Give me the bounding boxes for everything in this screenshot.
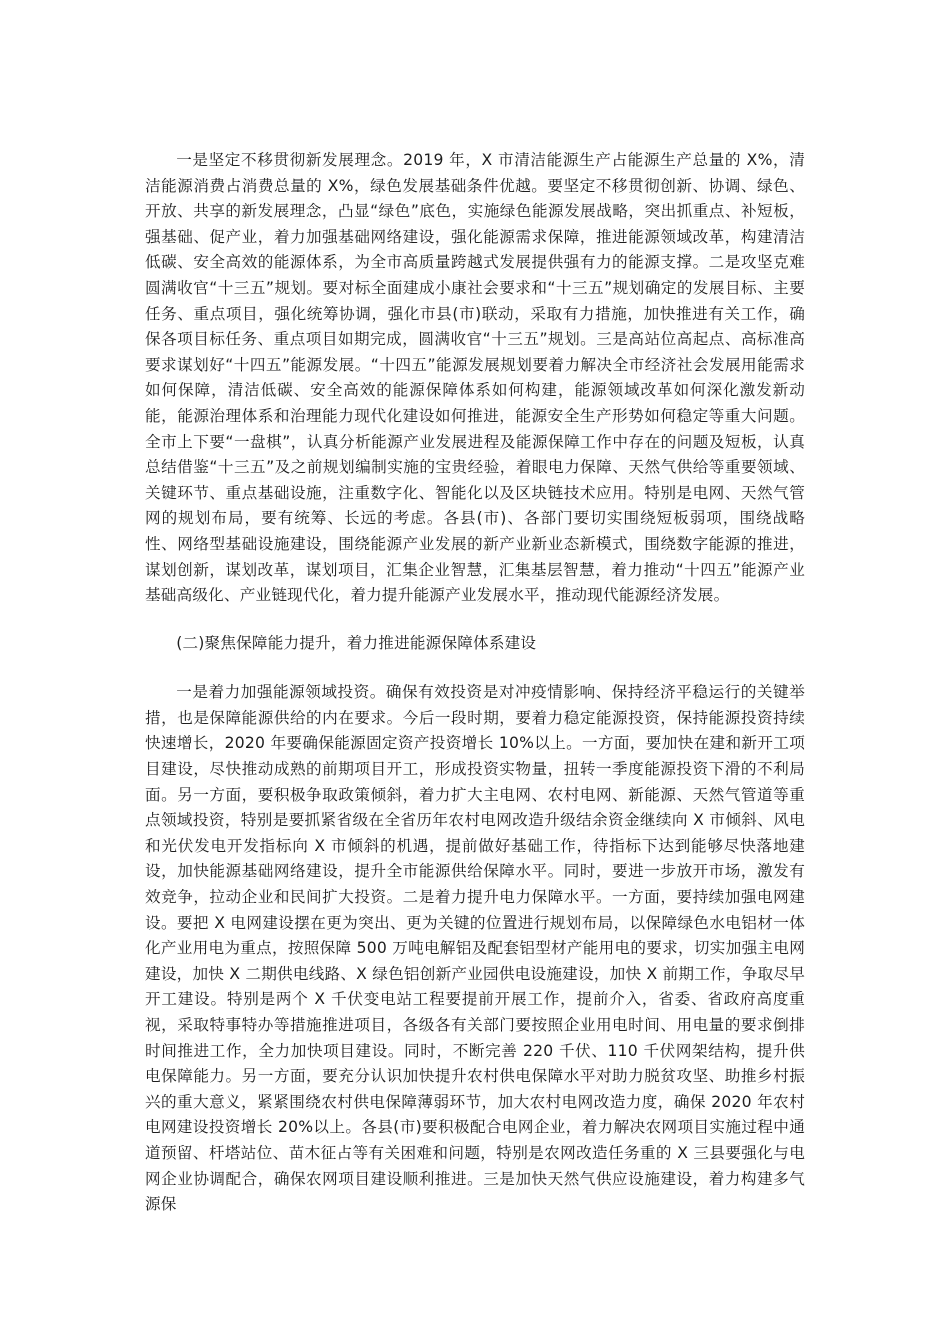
paragraph-spacer bbox=[145, 656, 805, 680]
section-heading-energy-security: (二)聚焦保障能力提升，着力推进能源保障体系建设 bbox=[176, 633, 537, 652]
document-body bbox=[145, 148, 805, 1218]
paragraph-energy-investment: 一是着力加强能源领域投资。确保有效投资是对冲疫情影响、保持经济平稳运行的关键举措，也是保障能源供给的内在要求。今后一段时期，要着力稳定能源投资，保持能源投资持续快速增长，2020 年要确保能源固定资产投资增长 10%以上。一方面，要加快在建和新开工项目建设，尽快推动成熟的前期项目开工，形成投资实物量，扭转一季度能源投资下滑的不利局面。另一方面，要积极争取政策倾斜，着力扩大主电网、农村电网、新能源、天然气管道等重点领域投资，特别是要抓紧省级在全省历年农村电网改造升级结余资金继续向 X 市倾斜、风电和光伏发电开发指标向 X 市倾斜的机遇，提前做好基础工作，待指标下达到能够尽快落地建设，加快能源基础网络建设，提升全市能源供给保障水平。同时，要进一步放开市场，激发有效竞争，拉动企业和民间扩大投资。二是着力提升电力保障水平。一方面，要持续加强电网建设。要把 X 电网建设摆在更为突出、更为关键的位置进行规划布局，以保障绿色水电铝材一体化产业用电为重点，按照保障 500 万吨电解铝及配套铝型材产能用电的要求，切实加强主电网建设，加快 X 二期供电线路、X 绿色铝创新产业园供电设施建设，加快 X 前期工作，争取尽早开工建设。特别是两个 X 千伏变电站工程要提前开展工作，提前介入，省委、省政府高度重视，采取特事特办等措施推进项目，各级各有关部门要按照企业用电时间、用电量的要求倒排时间推进工作，全力加快项目建设。同时，不断完善 220 千伏、110 千伏网架结构，提升供电保障能力。另一方面，要充分认识加快提升农村供电保障水平对助力脱贫攻坚、助推乡村振兴的重大意义，紧紧围绕农村供电保障薄弱环节，加大农村电网改造力度，确保 2020 年农村电网建设投资增长 20%以上。各县(市)要积极配合电网企业，着力解决农网项目实施过程中通道预留、杆塔站位、苗木征占等有关困难和问题，特别是农网改造任务重的 X 三县要强化与电网企业协调配合，确保农网项目建设顺利推进。三是加快天然气供应设施建设，着力构建多气源保 bbox=[145, 683, 805, 1214]
paragraph-spacer bbox=[145, 609, 805, 631]
paragraph-new-development-concept: 一是坚定不移贯彻新发展理念。2019 年，X 市清洁能源生产占能源生产总量的 X%，清洁能源消费占消费总量的 X%，绿色发展基础条件优越。要坚定不移贯彻创新、协调、绿色、开放、共享的新发展理念，凸显“绿色”底色，实施绿色能源发展战略，突出抓重点、补短板，强基础、促产业，着力加强基础网络建设，强化能源需求保障，推进能源领域改革，构建清洁低碳、安全高效的能源体系，为全市高质量跨越式发展提供强有力的能源支撑。二是攻坚克难圆满收官“十三五”规划。要对标全面建成小康社会要求和“十三五”规划确定的发展目标、主要任务、重点项目，强化统筹协调，强化市县(市)联动，采取有力措施，加快推进有关工作，确保各项目标任务、重点项目如期完成，圆满收官“十三五”规划。三是高站位高起点、高标准高要求谋划好“十四五”能源发展。“十四五”能源发展规划要着力解决全市经济社会发展用能需求如何保障，清洁低碳、安全高效的能源保障体系如何构建，能源领域改革如何深化激发新动能，能源治理体系和治理能力现代化建设如何推进，能源安全生产形势如何稳定等重大问题。全市上下要“一盘棋”，认真分析能源产业发展进程及能源保障工作中存在的问题及短板，认真总结借鉴“十三五”及之前规划编制实施的宝贵经验，着眼电力保障、天然气供给等重要领域、关键环节、重点基础设施，注重数字化、智能化以及区块链技术应用。特别是电网、天然气管网的规划布局，要有统筹、长远的考虑。各县(市)、各部门要切实围绕短板弱项，围绕战略性、网络型基础设施建设，围绕能源产业发展的新产业新业态新模式，围绕数字能源的推进，谋划创新，谋划改革，谋划项目，汇集企业智慧，汇集基层智慧，着力推动“十四五”能源产业基础高级化、产业链现代化，着力提升能源产业发展水平，推动现代能源经济发展。 bbox=[145, 151, 805, 605]
